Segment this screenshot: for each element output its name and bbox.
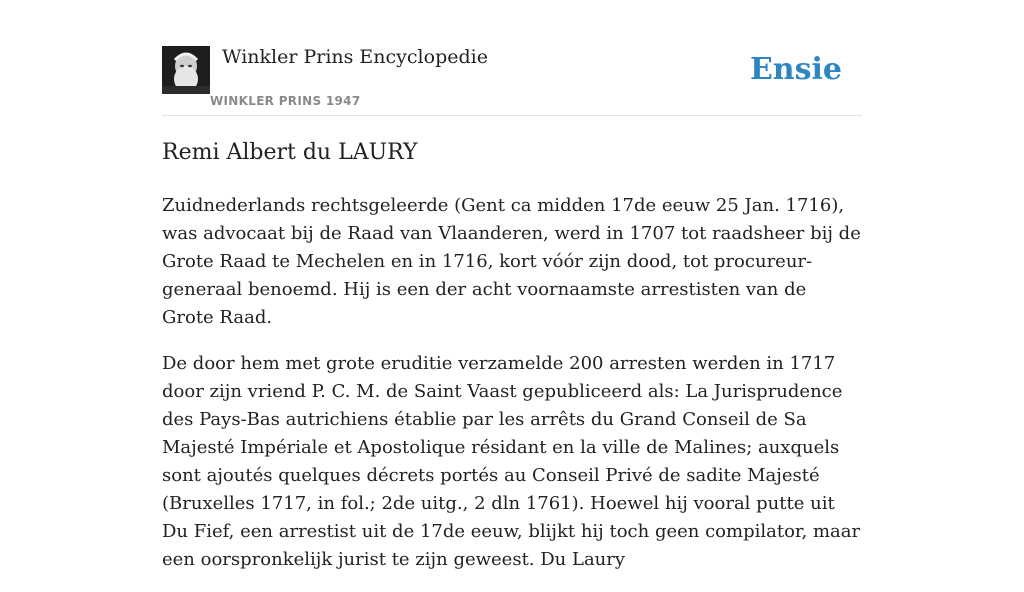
article-title: Remi Albert du LAURY [162,140,418,165]
source-avatar[interactable] [162,46,210,94]
source-title[interactable]: Winkler Prins Encyclopedie [222,46,488,68]
article-paragraph: De door hem met grote eruditie verzamelde 200 arresten werden in 1717 door zijn vriend P. C. M. de Saint Vaast gepubliceerd als: La Jurisprudence des Pays-Bas autrichiens établie par les arrêts du Grand Conseil de Sa Majesté Impériale et Apostolique résidant en la ville de Malines; auxquels sont ajoutés quelques décrets portés au Conseil Privé de sadite Majesté (Bruxelles 1717, in fol.; 2de uitg., 2 dln 1761). Hoewel hij vooral putte uit Du Fief, een arrestist uit de 17de eeuw, blijkt hij toch geen compilator, maar een oorspronkelijk jurist te zijn geweest. Du Laury [162,353,861,570]
article-paragraph: Zuidnederlands rechtsgeleerde (Gent ca midden 17de eeuw 25 Jan. 1716), was advocaat bij de Raad van Vlaanderen, werd in 1707 tot raadsheer bij de Grote Raad te Mechelen en in 1716, kort vóór zijn dood, tot procureur-generaal benoemd. Hij is een der acht voornaamste arrestisten van de Grote Raad. [162,195,861,328]
article-body [162,192,862,592]
bearded-man-portrait-icon [162,46,210,94]
brand-logo[interactable]: Ensie [749,52,842,87]
source-subtitle[interactable]: WINKLER PRINS 1947 [210,94,361,108]
header [162,44,862,116]
